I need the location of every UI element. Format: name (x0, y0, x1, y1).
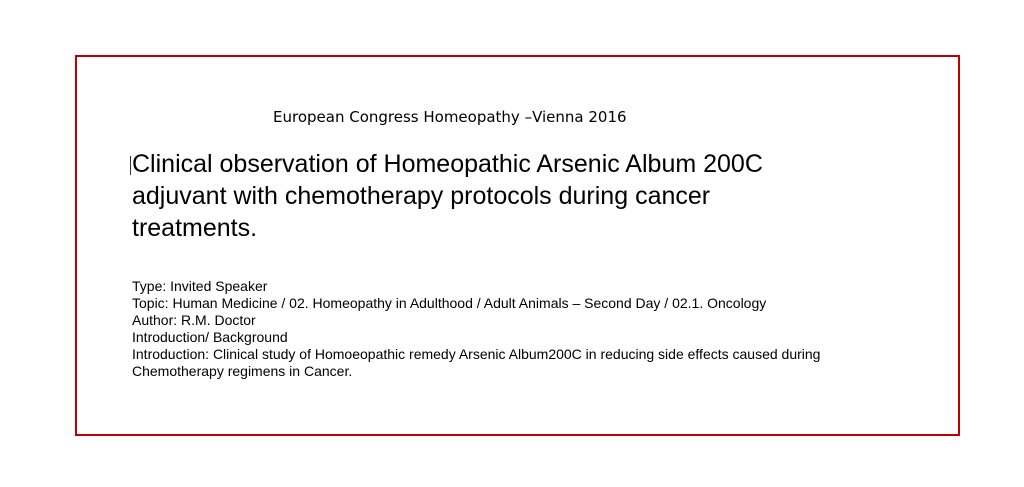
section-heading: Introduction/ Background (132, 329, 288, 345)
title-line-1: Clinical observation of Homeopathic Arsenic Album 200C (132, 150, 763, 178)
congress-heading: European Congress Homeopathy –Vienna 2016 (273, 108, 627, 126)
title-line-3: treatments. (132, 214, 258, 242)
type-line: Type: Invited Speaker (132, 278, 268, 294)
abstract-details (132, 278, 952, 380)
topic-line: Topic: Human Medicine / 02. Homeopathy in Adulthood / Adult Animals – Second Day / 02.1. Oncology (132, 295, 767, 311)
text-cursor (130, 156, 131, 175)
title-line-2: adjuvant with chemotherapy protocols during cancer (132, 182, 711, 210)
introduction-line-1: Introduction: Clinical study of Homoeopathic remedy Arsenic Album200C in reducing side effects caused during (132, 346, 821, 362)
introduction-line-2: Chemotherapy regimens in Cancer. (132, 363, 353, 379)
abstract-title (132, 148, 932, 244)
author-line: Author: R.M. Doctor (132, 312, 256, 328)
